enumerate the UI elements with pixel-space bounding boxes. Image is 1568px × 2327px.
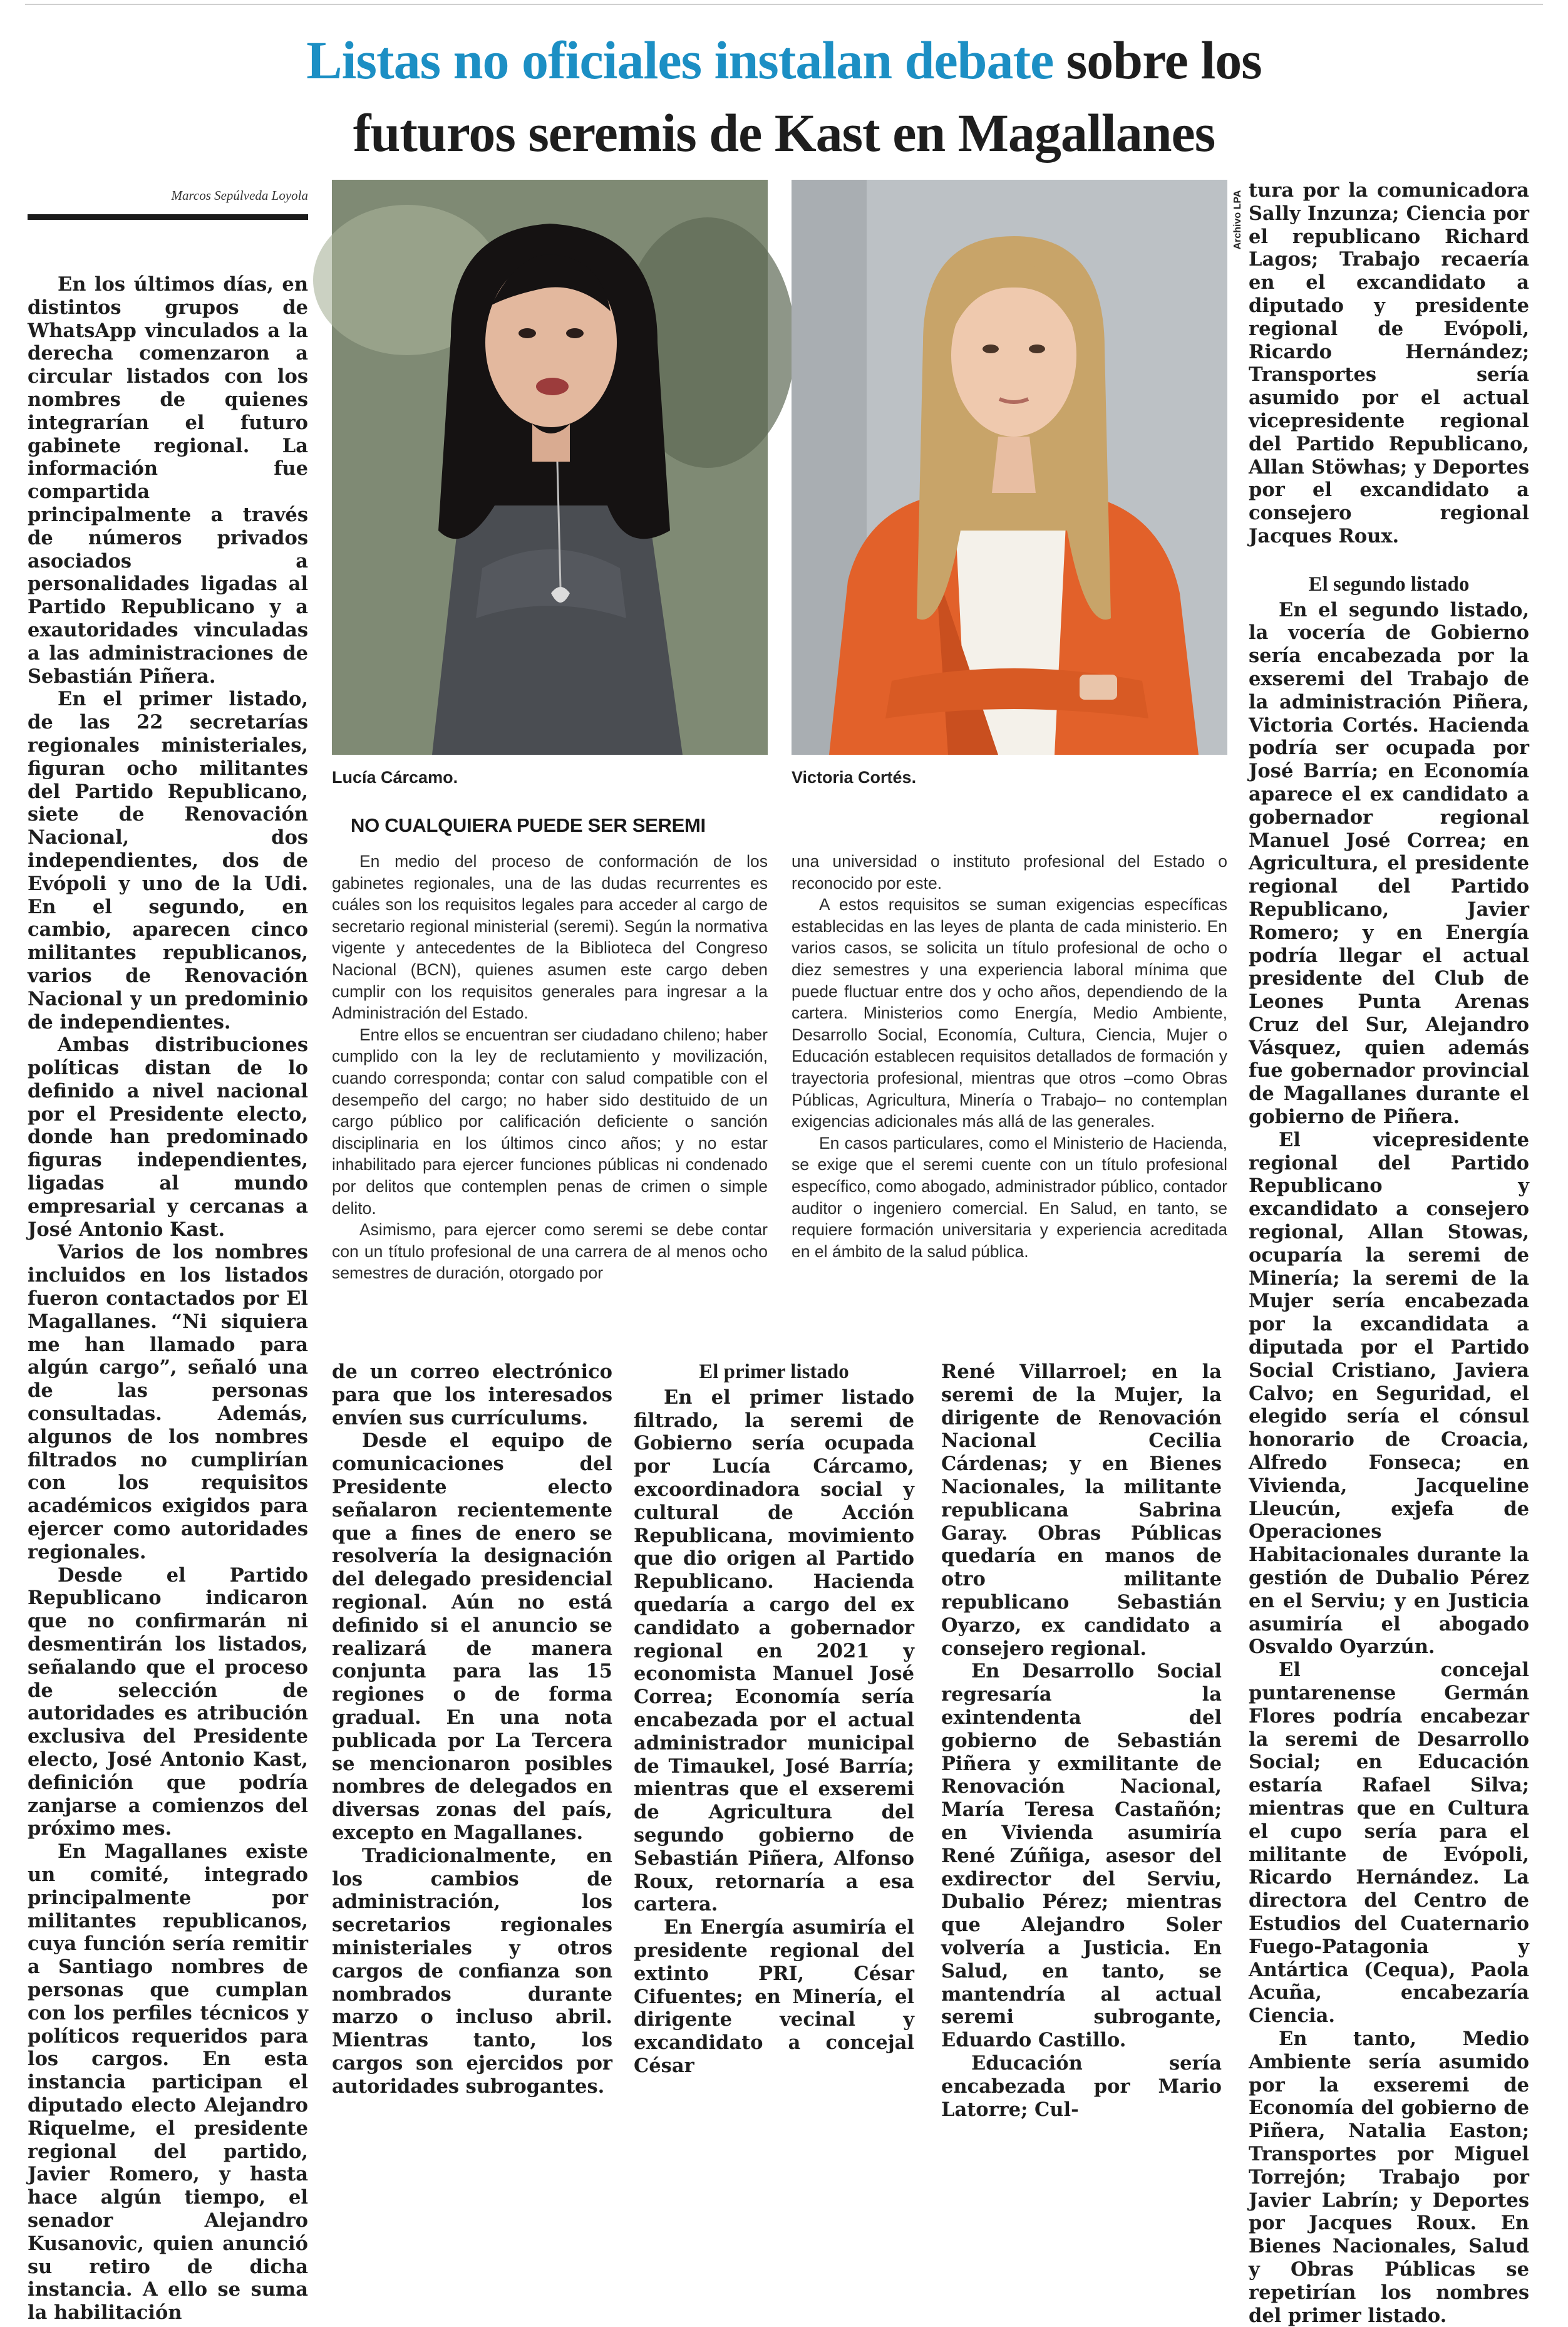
headline (38, 24, 1530, 169)
paragraph: Desde el Partido Republicano indicaron que no confirmarán ni desmentirán los listados, señalando que el proceso de selección de autoridades es atribución exclusiva del Presidente electo, José Antonio Kast, definición que podría zanjarse a comienzos del próximo mes. (28, 1563, 308, 1840)
photo-caption: Lucía Cárcamo. (332, 768, 458, 787)
paragraph: Tradicionalmente, en los cambios de administración, los secretarios regionales ministeriales y otros cargos de confianza son nombrados durante marzo o incluso abril. Mientras tanto, los cargos son ejercidos por autoridades subrogantes. (332, 1844, 612, 2098)
article-column-1 (28, 273, 308, 2324)
paragraph: En tanto, Medio Ambiente sería asumido por la exseremi de Economía del gobierno de Piñera, Natalia Easton; Transportes por Miguel Torrejón; Trabajo por Javier Labrín; y Deportes por Jacques Roux. En Bienes Nacionales, Salud y Obras Públicas se repetirían los nombres del primer listado. (1249, 2027, 1529, 2327)
article-column-5 (1249, 179, 1529, 2327)
paragraph: El vicepresidente regional del Partido Republicano y excandidato a consejero regional, Allan Stowas, ocuparía la seremi de Minería; la seremi de la Mujer sería encabezada por la excandidata a diputada por el Partido Social Cristiano, Javiera Calvo; en Seguridad, el elegido sería el cónsul honorario de Croacia, Alfredo Fonseca; en Vivienda, Jacqueline Lleucún, exjefa de Operaciones Habitacionales durante la gestión de Dubalio Pérez en el Serviu; y en Justicia asumiría el abogado Osvaldo Oyarzún. (1249, 1128, 1529, 1659)
paragraph: de un correo electrónico para que los interesados envíen sus currículums. (332, 1360, 612, 1429)
paragraph: Educación sería encabezada por Mario Latorre; Cul- (941, 2051, 1222, 2121)
section-heading: El primer listado (699, 1360, 849, 1383)
paragraph: Desde el equipo de comunicaciones del Presidente electo señalaron recientemente que a fines de enero se resolvería la designación del delegado presidencial regional. Aún no está definido si el anuncio se realizará de manera conjunta para las 15 regiones o de forma gradual. En una nota publicada por La Tercera se mencionaron posibles nombres de delegados en diversas zonas del país, excepto en Magallanes. (332, 1429, 612, 1844)
paragraph: En casos particulares, como el Ministerio de Hacienda, se exige que el seremi cuente con un título profesional específico, como abogado, administrador público, contador auditor o ingeniero comercial. En Salud, en tanto, se requiere formación universitaria y experiencia acreditada en el ámbito de la salud pública. (792, 1133, 1227, 1261)
paragraph: En el primer listado, de las 22 secretarías regionales ministeriales, figuran ocho militantes del Partido Republicano, siete de Renovación Nacional, dos independientes, dos de Evópoli y uno de la Udi. En el segundo, en cambio, aparecen cinco militantes republicanos, varios de Renovación Nacional y un predominio de independientes. (28, 688, 308, 1034)
paragraph: El concejal puntarenense Germán Flores podría encabezar la seremi de Desarrollo Social; en Educación estaría Rafael Silva; mientras que en Cultura el cupo sería para el militante de Evópoli, Ricardo Hernández. La directora del Centro de Estudios del Cuaternario Fuego-Patagonia y Antártica (Cequa), Paola Acuña, encabezaría Ciencia. (1249, 1659, 1529, 2028)
portrait-illustration (792, 180, 1227, 755)
headline-rest: sobre los (1066, 30, 1262, 90)
sidebar-column-right (792, 851, 1227, 1262)
paragraph: En Desarrollo Social regresaría la exintendenta del gobierno de Sebastián Piñera y exmilitante de Renovación Nacional, María Teresa Castañón; en Vivienda asumiría René Zúñiga, asesor del exdirector del Serviu, Dubalio Pérez; mientras que Alejandro Soler volvería a Justicia. En Salud, en tanto, se mantendría al actual seremi subrogante, Eduardo Castillo. (941, 1660, 1222, 2052)
photo-credit: Archivo LPA (1232, 190, 1243, 250)
paragraph: tura por la comunicadora Sally Inzunza; Ciencia por el republicano Richard Lagos; Trabajo recaería en el excandidato a diputado y presidente regional de Evópoli, Ricardo Hernández; Transportes sería asumido por el actual vicepresidente regional del Partido Republicano, Allan Stöwhas; y Deportes por el excandidato a consejero regional Jacques Roux. (1249, 179, 1529, 547)
sidebar-column-left (332, 851, 768, 1284)
byline-rule (28, 214, 308, 220)
paragraph: En Magallanes existe un comité, integrado principalmente por militantes republicanos, cuya función sería remitir a Santiago nombres de personas que cumplan con los perfiles técnicos y políticos requeridos para los cargos. En esta instancia participan el diputado electo Alejandro Riquelme, el presidente regional del partido, Javier Romero, y hasta hace algún tiempo, el senador Alejandro Kusanovic, quien anunció su retiro de dicha instancia. A ello se suma la habilitación (28, 1840, 308, 2324)
paragraph: En el segundo listado, la vocería de Gobierno sería encabezada por la exseremi del Trabajo de la administración Piñera, Victoria Cortés. Hacienda podría ser ocupada por José Barría; en Economía aparece el ex candidato a gobernador regional Manuel José Correa; en Agricultura, el presidente regional del Partido Republicano, Javier Romero; y en Energía podría llegar el actual presidente del Club de Leones Punta Arenas Cruz del Sur, Alejandro Vásquez, quien además fue gobernador provincial de Magallanes durante el gobierno de Piñera. (1249, 598, 1529, 1129)
paragraph: En Energía asumiría el presidente regional del extinto PRI, César Cifuentes; en Minería, el dirigente vecinal y excandidato a concejal César (634, 1916, 914, 2077)
paragraph: una universidad o instituto profesional del Estado o reconocido por este. (792, 852, 1227, 893)
sidebar-title: NO CUALQUIERA PUEDE SER SEREMI (351, 814, 706, 836)
article-column-3 (634, 1360, 914, 2078)
paragraph: A estos requisitos se suman exigencias específicas establecidas en las leyes de planta de cada ministerio. En varios casos, se solicita un título profesional de ocho o diez semestres y una experiencia laboral mínima que puede fluctuar entre dos y ocho años, dependiendo de la cartera. Ministerios como Energía, Medio Ambiente, Desarrollo Social, Economía, Cultura, Ciencia, Mujer o Educación establecen requisitos detallados de formación y trayectoria profesional, mientras que otros –como Obras Públicas, Agricultura, Minería o Trabajo– no contemplan exigencias adicionales más allá de las generales. (792, 895, 1227, 1131)
portrait-illustration (332, 180, 768, 755)
photo-victoria-cortes (792, 180, 1227, 755)
photo-lucia-carcamo (332, 180, 768, 755)
headline-accent: Listas no oficiales instalan debate (306, 30, 1054, 90)
paragraph: Varios de los nombres incluidos en los listados fueron contactados por El Magallanes. “Ni siquiera me han llamado para algún cargo”, señaló una de las personas consultadas. Además, algunos de los nombres filtrados no cumplirían con los requisitos académicos exigidos para ejercer como autoridades regionales. (28, 1241, 308, 1563)
paragraph: Entre ellos se encuentran ser ciudadano chileno; haber cumplido con la ley de reclutamiento y movilización, cuando corresponda; contar con salud compatible con el desempeño del cargo; no haber sido destituido de un cargo público por calificación deficiente o sanción disciplinaria en los últimos cinco años; y no estar inhabilitado para ejercer funciones públicas ni condenado por delitos que contemplen penas de crimen o simple delito. (332, 1025, 768, 1218)
paragraph: En el primer listado filtrado, la seremi de Gobierno sería ocupada por Lucía Cárcamo, excoordinadora social y cultural de Acción Republicana, movimiento que dio origen al Partido Republicano. Hacienda quedaría a cargo del ex candidato a gobernador regional en 2021 y economista Manuel José Correa; Economía sería encabezada por el actual administrador municipal de Timaukel, José Barría; mientras que el exseremi de Agricultura del segundo gobierno de Sebastián Piñera, Alfonso Roux, retornaría a esa cartera. (634, 1386, 914, 1916)
article-column-4 (941, 1360, 1222, 2121)
paragraph: En los últimos días, en distintos grupos de WhatsApp vinculados a la derecha comenzaron a circular listados con los nombres de quienes integrarían el futuro gabinete regional. La información fue compartida principalmente a través de números privados asociados a personalidades ligadas al Partido Republicano y a exautoridades vinculadas a las administraciones de Sebastián Piñera. (28, 273, 308, 688)
photo-caption: Victoria Cortés. (792, 768, 917, 787)
paragraph: En medio del proceso de conformación de los gabinetes regionales, una de las dudas recurrentes es cuáles son los requisitos legales para acceder al cargo de secretario regional ministerial (seremi). Según la normativa vigente y antecedentes de la Biblioteca del Congreso Nacional (BCN), quienes asumen este cargo deben cumplir con los requisitos generales para ingresar a la Administración del Estado. (332, 852, 768, 1023)
paragraph: Ambas distribuciones políticas distan de lo definido a nivel nacional por el Presidente electo, donde han predominado figuras independientes, ligadas al mundo empresarial y cercanas a José Antonio Kast. (28, 1034, 308, 1241)
top-rule (25, 4, 1543, 5)
paragraph: Asimismo, para ejercer como seremi se debe contar con un título profesional de una carrera de al menos ocho semestres de duración, otorgado por (332, 1220, 768, 1283)
paragraph: René Villarroel; en la seremi de la Mujer, la dirigente de Renovación Nacional Cecilia Cárdenas; y en Bienes Nacionales, la militante republicana Sabrina Garay. Obras Públicas quedaría en manos de otro militante republicano Sebastián Oyarzo, ex candidato a consejero regional. (941, 1360, 1222, 1660)
section-heading: El segundo listado (1308, 573, 1470, 596)
headline-line2: futuros seremis de Kast en Magallanes (353, 103, 1215, 163)
article-column-2 (332, 1360, 612, 2098)
byline: Marcos Sepúlveda Loyola (171, 188, 308, 203)
